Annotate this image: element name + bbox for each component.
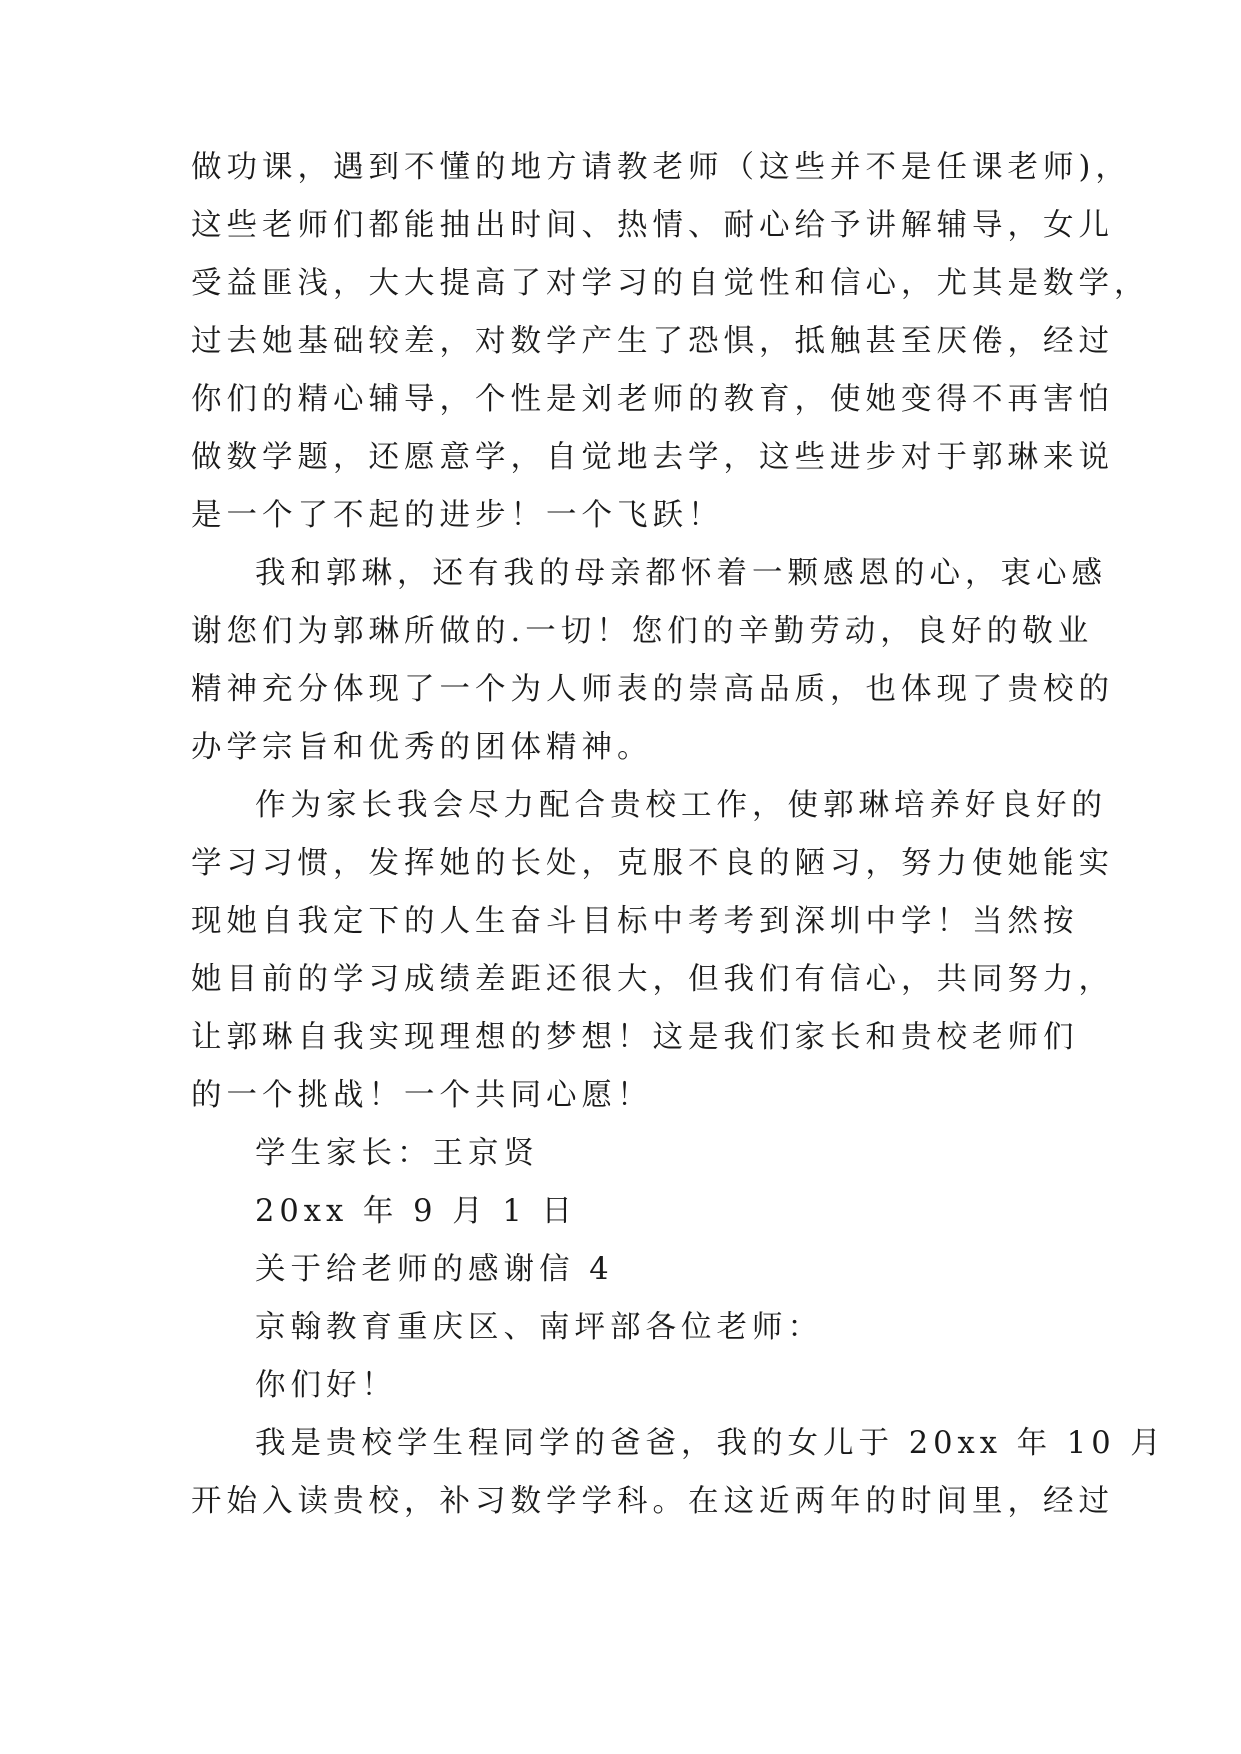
text-line: 开始入读贵校，补习数学学科。在这近两年的时间里，经过 <box>191 1484 1114 1519</box>
signature-date: 20xx 年 9 月 1 日 <box>255 1194 577 1229</box>
paragraph-start-line: 作为家长我会尽力配合贵校工作，使郭琳培养好良好的 <box>255 788 1107 823</box>
text-line: 办学宗旨和优秀的团体精神。 <box>191 730 653 765</box>
letter-greeting: 你们好！ <box>255 1368 397 1403</box>
text-line: 学习习惯，发挥她的长处，克服不良的陋习，努力使她能实 <box>191 846 1114 881</box>
text-line: 过去她基础较差，对数学产生了恐惧，抵触甚至厌倦，经过 <box>191 324 1114 359</box>
text-line: 是一个了不起的进步！一个飞跃！ <box>191 498 724 533</box>
text-line: 让郭琳自我实现理想的梦想！这是我们家长和贵校老师们 <box>191 1020 1079 1055</box>
text-line: 她目前的学习成绩差距还很大，但我们有信心，共同努力， <box>191 962 1114 997</box>
text-line: 现她自我定下的人生奋斗目标中考考到深圳中学！当然按 <box>191 904 1079 939</box>
paragraph-start-line: 我是贵校学生程同学的爸爸，我的女儿于 20xx 年 10 月 <box>255 1426 1166 1461</box>
text-line: 谢您们为郭琳所做的.一切！您们的辛勤劳动，良好的敬业 <box>191 614 1094 649</box>
text-line: 做数学题，还愿意学，自觉地去学，这些进步对于郭琳来说 <box>191 440 1114 475</box>
text-line: 做功课，遇到不懂的地方请教老师（这些并不是任课老师)， <box>191 150 1131 185</box>
signature-parent: 学生家长：王京贤 <box>255 1136 539 1171</box>
letter-title: 关于给老师的感谢信 4 <box>255 1252 614 1287</box>
text-line: 受益匪浅，大大提高了对学习的自觉性和信心，尤其是数学， <box>191 266 1150 301</box>
text-line: 这些老师们都能抽出时间、热情、耐心给予讲解辅导，女儿 <box>191 208 1114 243</box>
letter-salutation: 京翰教育重庆区、南坪部各位老师： <box>255 1310 823 1345</box>
text-line: 你们的精心辅导，个性是刘老师的教育，使她变得不再害怕 <box>191 382 1114 417</box>
text-line: 精神充分体现了一个为人师表的崇高品质，也体现了贵校的 <box>191 672 1114 707</box>
paragraph-start-line: 我和郭琳，还有我的母亲都怀着一颗感恩的心，衷心感 <box>255 556 1107 591</box>
text-line: 的一个挑战！一个共同心愿！ <box>191 1078 653 1113</box>
